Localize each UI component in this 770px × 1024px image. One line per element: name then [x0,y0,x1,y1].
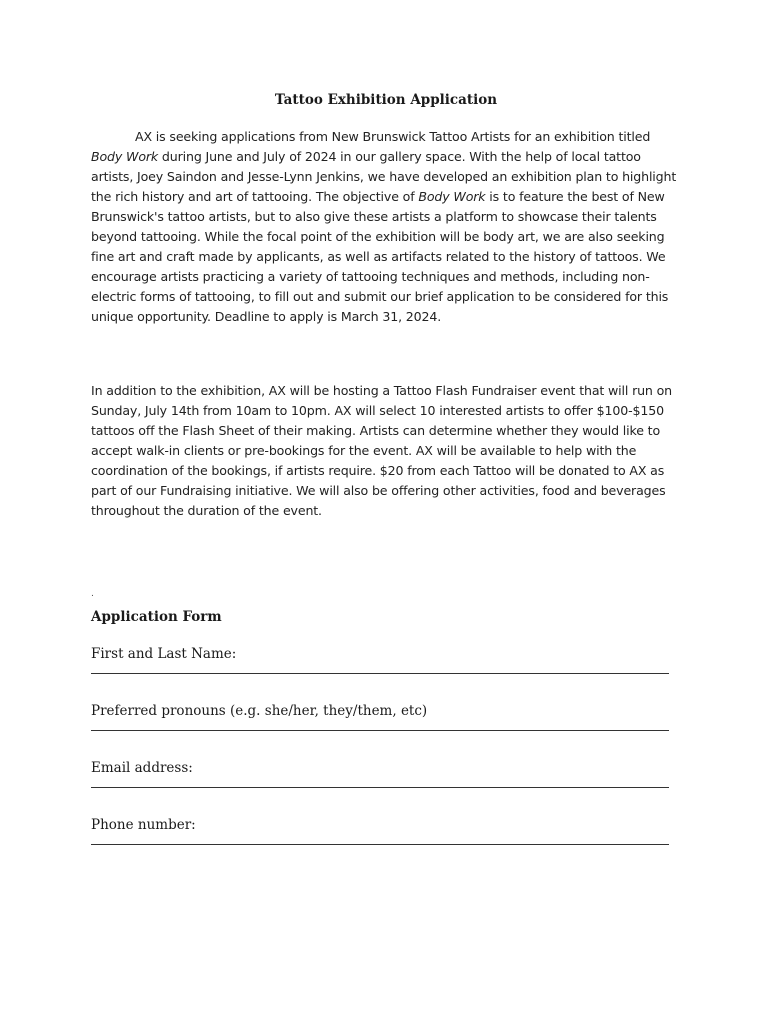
email-field-line[interactable] [91,787,669,788]
email-field[interactable] [91,759,671,788]
email-field-label: Email address: [91,760,193,776]
phone-field[interactable] [91,816,671,845]
separator-dot: . [91,589,94,599]
name-field-label: First and Last Name: [91,646,237,662]
intro-paragraph [91,127,683,327]
phone-field-label: Phone number: [91,817,196,833]
pronouns-field-line[interactable] [91,730,669,731]
exhibition-title-italic: Body Work [418,189,486,204]
pronouns-field[interactable] [91,702,671,731]
name-field[interactable] [91,645,671,674]
form-heading: Application Form [91,609,222,625]
name-field-line[interactable] [91,673,669,674]
intro-text-part1: AX is seeking applications from New Brunswick Tattoo Artists for an exhibition titled [135,129,651,144]
document-title: Tattoo Exhibition Application [274,92,498,108]
intro-text-part3: is to feature the best of New Brunswick's tattoo artists, but to also give these artists a platform to showcase their talents beyond tattooing. While the focal point of the exhibition will be body art, we are also seeking fine art and craft made by applicants, as well as artifacts related to the history of tattoos. We encourage artists practicing a variety of tattooing techniques and methods, including non-electric forms of tattooing, to fill out and submit our brief application to be considered for this unique opportunity. Deadline to apply is March 31, 2024. [91,189,669,324]
exhibition-title-italic: Body Work [91,149,159,164]
fundraiser-paragraph: In addition to the exhibition, AX will be hosting a Tattoo Flash Fundraiser event that will run on Sunday, July 14th from 10am to 10pm. AX will select 10 interested artists to offer $100-$150 tattoos off the Flash Sheet of their making. Artists can determine whether they would like to accept walk-in clients or pre-bookings for the event. AX will be available to help with the coordination of the bookings, if artists require. $20 from each Tattoo will be donated to AX as part of our Fundraising initiative. We will also be offering other activities, food and beverages throughout the duration of the event. [91,383,673,518]
intro-text-part2: during June and July of 2024 in our gallery space. With the help of local tattoo artists, Joey Saindon and Jesse-Lynn Jenkins, we have developed an exhibition plan to highlight the rich history and art of tattooing. The objective of [91,149,677,204]
phone-field-line[interactable] [91,844,669,845]
pronouns-field-label: Preferred pronouns (e.g. she/her, they/them, etc) [91,703,428,719]
